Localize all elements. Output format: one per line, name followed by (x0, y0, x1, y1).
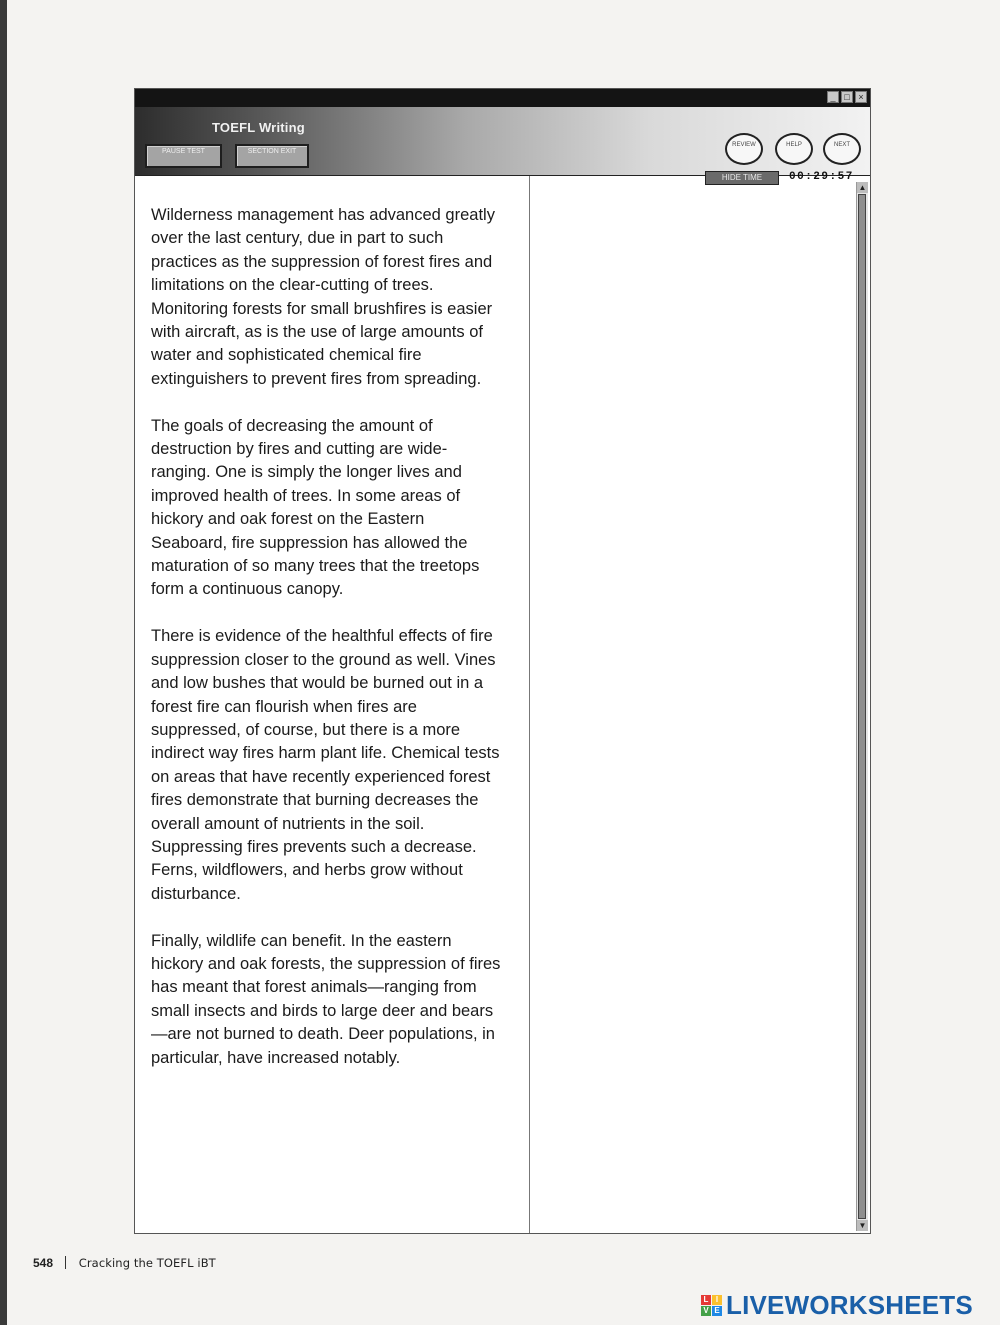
hide-time-button[interactable]: HIDE TIME (705, 171, 779, 185)
response-pane[interactable] (530, 176, 853, 1233)
liveworksheets-wordmark: LIVEWORKSHEETS (726, 1290, 973, 1320)
passage-paragraph-2: The goals of decreasing the amount of destruction by fires and cutting are wide- ranging. One is simply the longer lives and improved health of trees. In some areas of hickory and oak forest on the Eastern Seaboard, fire suppression has allowed the maturation of so many trees that the treetops form a continuous canopy. (151, 416, 480, 599)
book-title: Cracking the TOEFL iBT (78, 1256, 216, 1270)
help-button[interactable]: HELP (775, 133, 813, 165)
review-button[interactable]: REVIEW (725, 133, 763, 165)
section-exit-button[interactable]: SECTION EXIT (235, 144, 309, 168)
logo-letter-i: I (712, 1295, 722, 1305)
window-controls (827, 91, 867, 103)
test-window (134, 88, 871, 1234)
reading-passage (151, 204, 501, 1093)
timer-display: 00:29:57 (789, 171, 854, 183)
logo-letter-v: V (701, 1306, 711, 1316)
passage-paragraph-4: Finally, wildlife can benefit. In the eastern hickory and oak forests, the suppression of fires has meant that forest animals—ranging from small insects and birds to large deer and bears—are not burned to death. Deer populations, in particular, have increased notably. (151, 931, 501, 1067)
page-number: 548 (33, 1256, 54, 1270)
page-footer (33, 1256, 216, 1270)
liveworksheets-icon (701, 1295, 722, 1316)
logo-letter-e: E (712, 1306, 722, 1316)
scroll-thumb[interactable] (858, 194, 866, 1219)
passage-paragraph-3: There is evidence of the healthful effects of fire suppression closer to the ground as well. Vines and low bushes that would be burned out in a forest fire can flourish when fires are suppressed, of course, but there is a more indirect way fires harm plant life. Chemical tests on areas that have recently experienced forest fires demonstrate that burning decreases the overall amount of nutrients in the soil. Suppressing fires prevents such a decrease. Ferns, wildflowers, and herbs grow without disturbance. (151, 627, 500, 903)
logo-letter-l: L (701, 1295, 711, 1305)
pause-test-button[interactable]: PAUSE TEST (145, 144, 222, 168)
test-header (135, 107, 870, 183)
minimize-button[interactable]: _ (827, 91, 839, 103)
scroll-up-arrow-icon[interactable]: ▲ (858, 183, 867, 192)
footer-divider (65, 1256, 66, 1269)
maximize-button[interactable]: □ (841, 91, 853, 103)
window-titlebar (135, 89, 870, 107)
liveworksheets-logo (701, 1290, 973, 1321)
passage-paragraph-1: Wilderness management has advanced greatly over the last century, due in part to such practices as the suppression of forest fires and limitations on the clear-cutting of trees. Monitoring forests for small brushfires is easier with aircraft, as is the use of large amounts of water and sophisticated chemical fire extinguishers to prevent fires from spreading. (151, 206, 495, 388)
reading-pane (135, 176, 530, 1233)
page-edge-strip (0, 0, 7, 1325)
close-button[interactable]: × (855, 91, 867, 103)
next-button[interactable]: NEXT (823, 133, 861, 165)
app-title: TOEFL Writing (212, 120, 305, 135)
scroll-down-arrow-icon[interactable]: ▼ (858, 1221, 867, 1230)
vertical-scrollbar[interactable] (856, 182, 868, 1231)
